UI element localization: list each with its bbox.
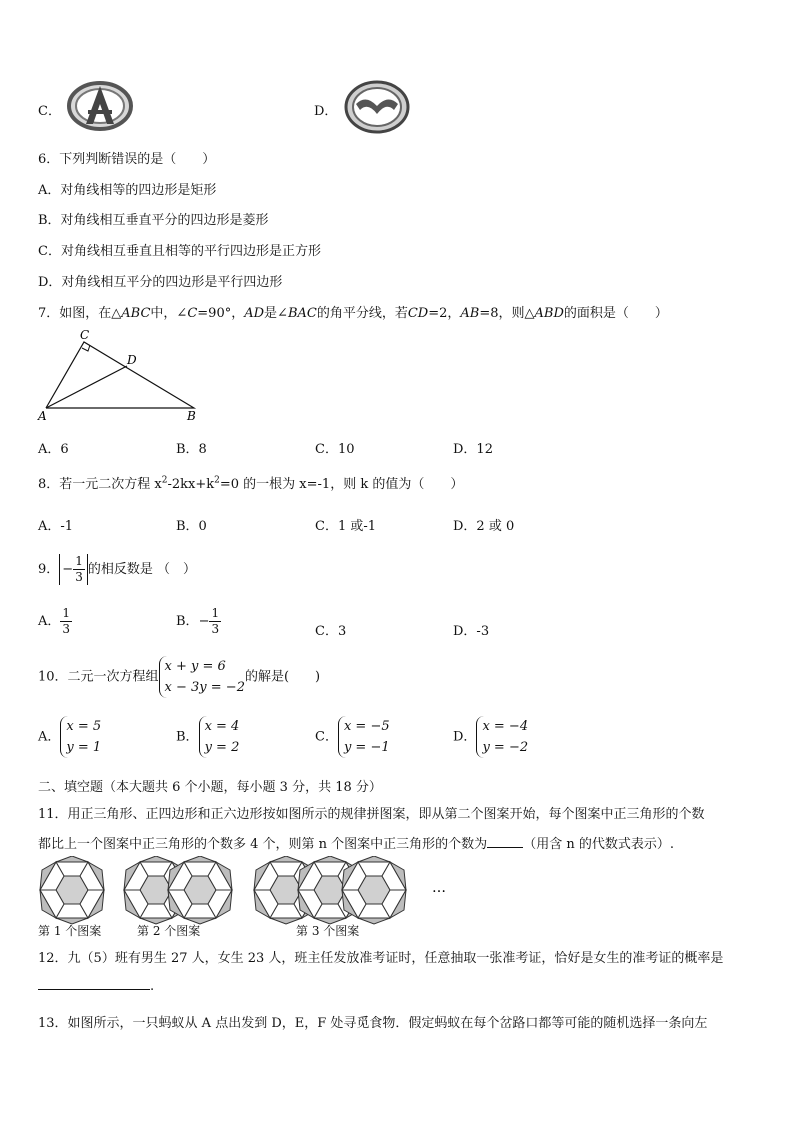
q10-option-c: C． x = −5 y = −1 [315, 716, 390, 758]
q6-option-b: B．对角线相互垂直平分的四边形是菱形 [38, 213, 269, 228]
q13-line-1: 13．如图所示，一只蚂蚁从 A 点出发到 D，E，F 处寻觅食物．假定蚂蚁在每个岔路口都等可能的随机选择一条向左 [38, 1016, 708, 1031]
q11-pattern-3 [254, 856, 406, 924]
q5-option-c-label: C． [38, 104, 61, 119]
q9-stem: 9． − $\frac{1}{3}$ 的相反数是 （ ） [38, 554, 196, 584]
q6-option-d: D．对角线相互平分的四边形是平行四边形 [38, 275, 283, 290]
q7-triangle-figure [34, 326, 204, 424]
q7-option-a: A．6 [38, 442, 69, 457]
section-2-title: 二、填空题（本大题共 6 个小题，每小题 3 分，共 18 分） [38, 780, 382, 795]
q12-answer-blank [38, 989, 150, 990]
q7-option-d: D．12 [453, 442, 493, 457]
q7-label-a: A [38, 409, 47, 423]
q12-line-2: . [38, 979, 154, 994]
q11-line-2: 都比上一个图案中正三角形的个数多 4 个，则第 n 个图案中正三角形的个数为 （用含 n 的代数式表示）. [38, 837, 674, 852]
q5-option-d-label: D． [314, 104, 338, 119]
q9-option-b: B．− $\frac{1}{3}$ [176, 606, 220, 636]
q11-pattern-2 [124, 856, 232, 924]
q11-answer-blank [487, 847, 523, 848]
q10-option-d: D． x = −4 y = −2 [453, 716, 528, 758]
q8-option-b: B．0 [176, 519, 207, 534]
q7-stem: 7．如图，在△ABC中，∠C=90°，AD是∠BAC的角平分线，若CD=2，AB=8，则△ABD的面积是（ ） [38, 306, 668, 321]
q11-line-1: 11．用正三角形、正四边形和正六边形按如图所示的规律拼图案，即从第二个图案开始，每个图案中正三角形的个数 [38, 807, 705, 822]
q7-label-d: D [127, 353, 137, 367]
q7-label-c: C [80, 328, 90, 342]
q11-caption-1: 第 1 个图案 [38, 924, 102, 938]
q11-pattern-figure [36, 856, 476, 926]
q7-option-c: C．10 [315, 442, 355, 457]
q11-pattern-1 [40, 856, 104, 924]
q10-stem: 10．二元一次方程组 x + y = 6 x − 3y = −2 的解是( ) [38, 656, 320, 698]
q6-stem: 6．下列判断错误的是（ ） [38, 152, 216, 167]
q6-option-c: C．对角线相互垂直且相等的平行四边形是正方形 [38, 244, 321, 259]
q9-option-d: D．-3 [453, 624, 490, 639]
q8-option-c: C．1 或-1 [315, 519, 377, 534]
q6-option-a: A．对角线相等的四边形是矩形 [38, 183, 217, 198]
q7-option-b: B．8 [176, 442, 207, 457]
q5-option-c-logo-icon [66, 80, 134, 132]
q9-option-c: C．3 [315, 624, 347, 639]
q11-caption-2: 第 2 个图案 [137, 924, 201, 938]
q10-option-a: A． x = 5 y = 1 [38, 716, 101, 758]
q9-option-a: A． $\frac{1}{3}$ [38, 606, 71, 636]
q8-option-a: A．-1 [38, 519, 74, 534]
q11-ellipsis: … [432, 880, 446, 896]
q8-stem: 8．若一元二次方程 $x^2-2kx+k^2=0$ 的一根为 x=-1，则 k 的值为（ ） [38, 475, 464, 492]
q7-label-b: B [187, 409, 196, 423]
q5-option-d-logo-icon [344, 80, 410, 134]
q12-line-1: 12．九（5）班有男生 27 人，女生 23 人，班主任发放准考证时，任意抽取一张准考证，恰好是女生的准考证的概率是 [38, 951, 724, 966]
q10-option-b: B． x = 4 y = 2 [176, 716, 239, 758]
q11-caption-3: 第 3 个图案 [296, 924, 360, 938]
q8-option-d: D．2 或 0 [453, 519, 515, 534]
